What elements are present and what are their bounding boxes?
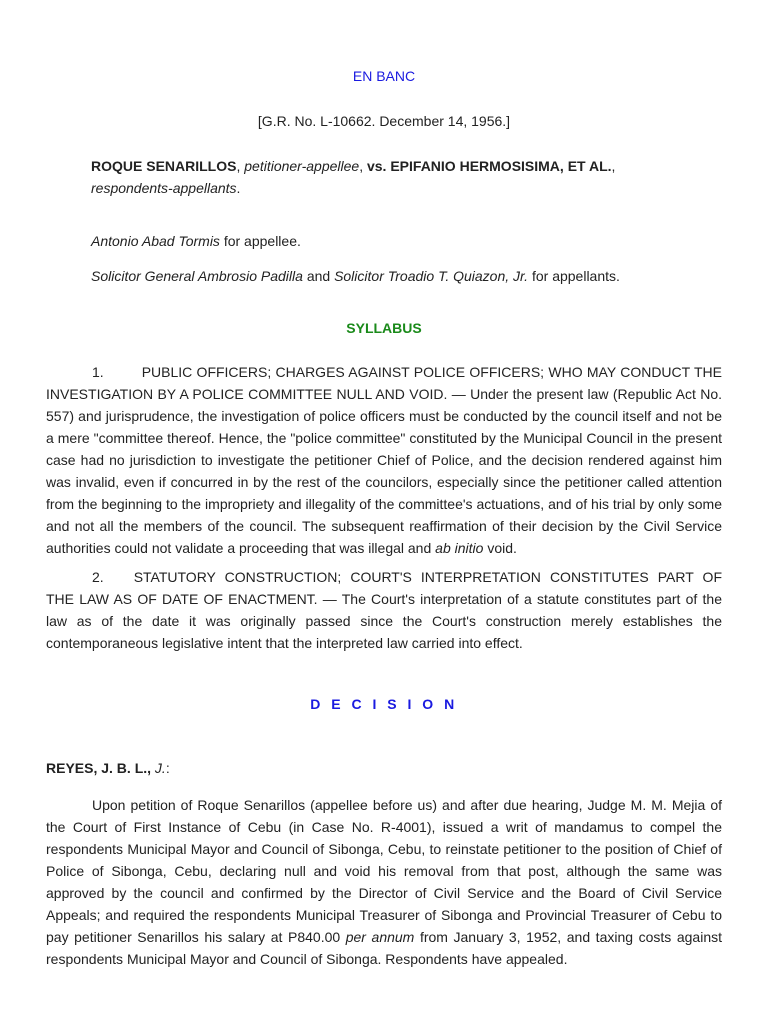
decision-paragraph-1 xyxy=(46,794,722,970)
syllabus-item-1 xyxy=(46,361,722,559)
versus-label: vs. xyxy=(366,158,387,174)
counsel-appellants xyxy=(91,265,694,287)
court-division: EN BANC xyxy=(352,68,416,84)
appellants-counsel-name-1: Solicitor General Ambrosio Padilla xyxy=(91,268,303,284)
syllabus-item-2 xyxy=(46,566,722,654)
appellants-counsel-and: and xyxy=(306,268,331,284)
syllabus-heading: SYLLABUS xyxy=(346,320,422,336)
appellee-counsel-name: Antonio Abad Tormis xyxy=(91,233,220,249)
syllabus-item-number: 1. xyxy=(92,364,104,380)
syllabus-item-number: 2. xyxy=(92,569,104,585)
ponente-title: J. xyxy=(154,760,166,776)
syllabus-item-italic: ab initio xyxy=(435,540,484,556)
ponente-line xyxy=(46,757,722,779)
respondent-role: respondents-appellants xyxy=(91,180,237,196)
syllabus-item-text: STATUTORY CONSTRUCTION; COURT'S INTERPRETATION CONSTITUTES PART OF THE LAW AS OF DATE OF ENACTMENT. — The Court's interpretation of a statute constitutes part of the law as of the date it was originally passed since the Court's construction merely establishes the contemporaneous legislative intent that the interpreted law carried into effect. xyxy=(46,569,722,651)
ponente-colon: : xyxy=(165,760,170,776)
syllabus-item-text-end: void. xyxy=(487,540,517,556)
decision-heading: D E C I S I O N xyxy=(310,696,458,712)
appellants-counsel-suffix: for appellants. xyxy=(531,268,620,284)
paragraph-text-end: from January 3, 1952, and taxing costs against respondents Municipal Mayor and Council of Sibonga. Respondents have appealed. xyxy=(46,929,723,967)
paragraph-text: Upon petition of Roque Senarillos (appellee before us) and after due hearing, Judge M. M. Mejia of the Court of First Instance of Cebu (in Case No. R-4001), issued a writ of mandamus to compel the respondents Municipal Mayor and Council of Sibonga, Cebu, to reinstate petitioner to the position of Chief of Police of Sibonga, Cebu, declaring null and void his removal from that post, although the same was approved by the council and confirmed by the Director of Civil Service and the Board of Civil Service Appeals; and required the respondents Municipal Treasurer of Sibonga and Provincial Treasurer of Cebu to pay petitioner Senarillos his salary at P840.00 xyxy=(46,797,722,945)
appellee-counsel-suffix: for appellee. xyxy=(223,233,301,249)
case-reference: [G.R. No. L-10662. December 14, 1956.] xyxy=(257,113,511,129)
petitioner-name: ROQUE SENARILLOS xyxy=(91,158,237,174)
petitioner-role: petitioner-appellee xyxy=(244,158,360,174)
appellants-counsel-name-2: Solicitor Troadio T. Quiazon, Jr. xyxy=(334,268,529,284)
paragraph-italic: per annum xyxy=(345,929,415,945)
counsel-appellee xyxy=(91,230,694,252)
case-parties: ROQUE SENARILLOS, petitioner-appellee, vs. EPIFANIO HERMOSISIMA, ET AL., respondents-appellants. xyxy=(91,158,616,196)
syllabus-item-text: PUBLIC OFFICERS; CHARGES AGAINST POLICE OFFICERS; WHO MAY CONDUCT THE INVESTIGATION BY A POLICE COMMITTEE NULL AND VOID. — Under the present law (Republic Act No. 557) and jurisprudence, the investigation of police officers must be conducted by the council itself and not be a mere "committee thereof. Hence, the "police committee" constituted by the Municipal Council in the present case had no jurisdiction to investigate the petitioner Chief of Police, and the decision rendered against him was invalid, even if concurred in by the rest of the councilors, especially since the petitioner called attention from the beginning to the impropriety and illegality of the committee's actuations, and of his trial by only some and not all the members of the council. The subsequent reaffirmation of their decision by the Civil Service authorities could not validate a proceeding that was illegal and xyxy=(46,364,722,556)
ponente-name: REYES, J. B. L., xyxy=(46,760,152,776)
respondent-name: EPIFANIO HERMOSISIMA, ET AL. xyxy=(390,158,612,174)
